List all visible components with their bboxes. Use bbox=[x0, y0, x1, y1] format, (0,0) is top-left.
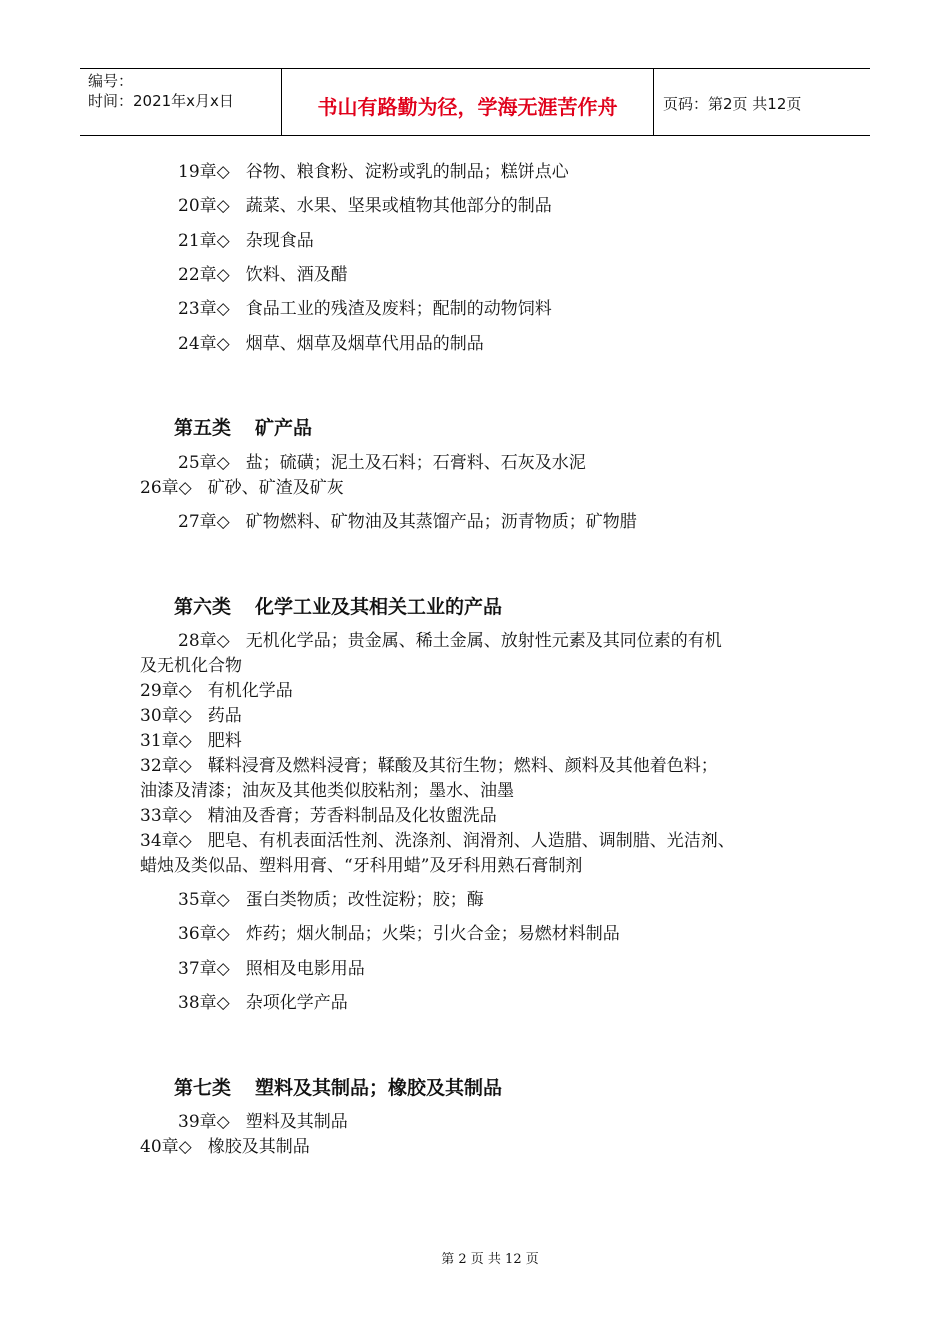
time-label: 时间：2021年x月x日 bbox=[88, 92, 234, 110]
chapter-line: 25章◇ 盐；硫磺；泥土及石料；石膏料、石灰及水泥 bbox=[178, 453, 586, 473]
header-motto: 书山有路勤为径，学海无涯苦作舟 bbox=[282, 69, 654, 135]
chapter-line: 28章◇ 无机化学品；贵金属、稀土金属、放射性元素及其同位素的有机 bbox=[178, 631, 722, 651]
page-header bbox=[80, 68, 870, 136]
header-meta bbox=[80, 69, 282, 135]
chapter-line: 31章◇ 肥料 bbox=[140, 731, 242, 751]
section-heading: 第六类 化学工业及其相关工业的产品 bbox=[174, 596, 503, 618]
page-footer: 第 2 页 共 12 页 bbox=[441, 1252, 539, 1267]
chapter-line: 21章◇ 杂现食品 bbox=[178, 231, 314, 251]
chapter-line: 40章◇ 橡胶及其制品 bbox=[140, 1137, 310, 1157]
section-heading: 第五类 矿产品 bbox=[174, 417, 313, 439]
chapter-line: 24章◇ 烟草、烟草及烟草代用品的制品 bbox=[178, 334, 484, 354]
chapter-line: 34章◇ 肥皂、有机表面活性剂、洗涤剂、润滑剂、人造腊、调制腊、光洁剂、 bbox=[140, 831, 735, 851]
chapter-line: 36章◇ 炸药；烟火制品；火柴；引火合金；易燃材料制品 bbox=[178, 924, 620, 944]
serial-label: 编号： bbox=[88, 72, 134, 90]
chapter-line: 22章◇ 饮料、酒及醋 bbox=[178, 265, 348, 285]
chapter-line: 38章◇ 杂项化学产品 bbox=[178, 993, 348, 1013]
chapter-line: 30章◇ 药品 bbox=[140, 706, 242, 726]
chapter-line: 35章◇ 蛋白类物质；改性淀粉；胶；酶 bbox=[178, 890, 484, 910]
section-heading: 第七类 塑料及其制品；橡胶及其制品 bbox=[174, 1077, 503, 1099]
chapter-line: 37章◇ 照相及电影用品 bbox=[178, 959, 365, 979]
chapter-line: 27章◇ 矿物燃料、矿物油及其蒸馏产品；沥青物质；矿物腊 bbox=[178, 512, 637, 532]
chapter-line-continuation: 及无机化合物 bbox=[140, 656, 242, 676]
chapter-line-continuation: 油漆及清漆；油灰及其他类似胶粘剂；墨水、油墨 bbox=[140, 781, 514, 801]
chapter-line: 33章◇ 精油及香膏；芳香料制品及化妆盥洗品 bbox=[140, 806, 497, 826]
chapter-line: 29章◇ 有机化学品 bbox=[140, 681, 293, 701]
chapter-line: 39章◇ 塑料及其制品 bbox=[178, 1112, 348, 1132]
chapter-line: 20章◇ 蔬菜、水果、坚果或植物其他部分的制品 bbox=[178, 196, 552, 216]
chapter-line: 26章◇ 矿砂、矿渣及矿灰 bbox=[140, 478, 344, 498]
header-page-label: 页码：第2页 共12页 bbox=[663, 94, 802, 113]
chapter-line: 32章◇ 鞣料浸膏及燃料浸膏；鞣酸及其衍生物；燃料、颜料及其他着色料； bbox=[140, 756, 718, 776]
chapter-line-continuation: 蜡烛及类似品、塑料用膏、“牙科用蜡”及牙科用熟石膏制剂 bbox=[140, 856, 583, 876]
chapter-line: 23章◇ 食品工业的残渣及废料；配制的动物饲料 bbox=[178, 299, 552, 319]
chapter-line: 19章◇ 谷物、粮食粉、淀粉或乳的制品；糕饼点心 bbox=[178, 162, 569, 182]
